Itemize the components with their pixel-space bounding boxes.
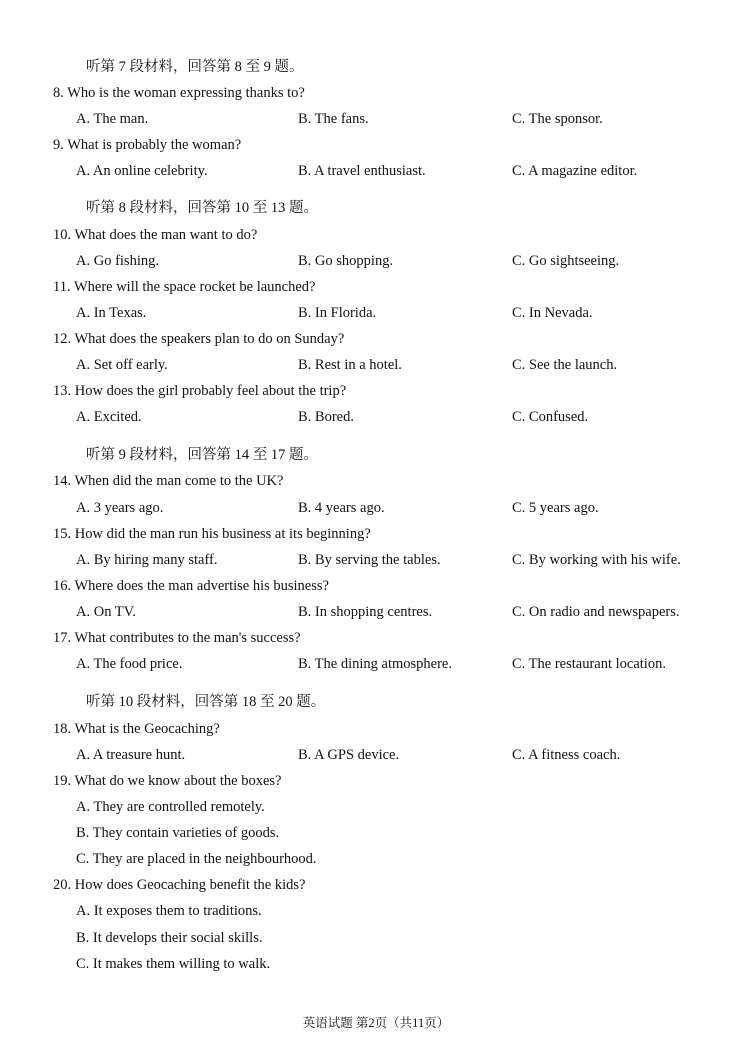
option-16a: A. On TV. [76, 604, 136, 620]
option-17b: B. The dining atmosphere. [298, 656, 452, 672]
option-10b: B. Go shopping. [298, 253, 394, 269]
option-17a: A. The food price. [76, 656, 183, 672]
option-20c: C. It makes them willing to walk. [76, 956, 271, 972]
option-14a: A. 3 years ago. [76, 500, 164, 516]
question-14: 14. When did the man come to the UK? [53, 473, 284, 489]
option-12c: C. See the launch. [512, 357, 618, 373]
option-13a: A. Excited. [76, 409, 142, 425]
option-18c: C. A fitness coach. [512, 747, 621, 763]
option-16b: B. In shopping centres. [298, 604, 433, 620]
option-19c: C. They are placed in the neighbourhood. [76, 851, 317, 867]
section-heading: 听第 9 段材料，回答第 14 至 17 题。 [86, 447, 318, 463]
option-18a: A. A treasure hunt. [76, 747, 186, 763]
option-15b: B. By serving the tables. [298, 552, 441, 568]
question-8: 8. Who is the woman expressing thanks to? [53, 85, 305, 101]
option-20a: A. It exposes them to traditions. [76, 903, 262, 919]
question-15: 15. How did the man run his business at its beginning? [53, 526, 371, 542]
question-20: 20. How does Geocaching benefit the kids? [53, 877, 306, 893]
option-12a: A. Set off early. [76, 357, 168, 373]
option-13c: C. Confused. [512, 409, 589, 425]
option-9b: B. A travel enthusiast. [298, 163, 426, 179]
option-11b: B. In Florida. [298, 305, 377, 321]
question-19: 19. What do we know about the boxes? [53, 773, 282, 789]
question-11: 11. Where will the space rocket be launched? [53, 279, 316, 295]
question-13: 13. How does the girl probably feel about the trip? [53, 383, 347, 399]
option-10c: C. Go sightseeing. [512, 253, 620, 269]
option-15a: A. By hiring many staff. [76, 552, 218, 568]
option-8b: B. The fans. [298, 111, 369, 127]
option-15c: C. By working with his wife. [512, 552, 681, 568]
section-heading: 听第 7 段材料，回答第 8 至 9 题。 [86, 59, 304, 75]
section-heading: 听第 10 段材料，回答第 18 至 20 题。 [86, 694, 326, 710]
question-16: 16. Where does the man advertise his business? [53, 578, 329, 594]
option-11a: A. In Texas. [76, 305, 147, 321]
option-20b: B. It develops their social skills. [76, 930, 263, 946]
option-16c: C. On radio and newspapers. [512, 604, 680, 620]
question-12: 12. What does the speakers plan to do on Sunday? [53, 331, 345, 347]
option-10a: A. Go fishing. [76, 253, 159, 269]
option-12b: B. Rest in a hotel. [298, 357, 402, 373]
option-8c: C. The sponsor. [512, 111, 603, 127]
option-11c: C. In Nevada. [512, 305, 593, 321]
option-9a: A. An online celebrity. [76, 163, 208, 179]
option-14b: B. 4 years ago. [298, 500, 385, 516]
option-9c: C. A magazine editor. [512, 163, 638, 179]
option-19a: A. They are controlled remotely. [76, 799, 265, 815]
option-19b: B. They contain varieties of goods. [76, 825, 280, 841]
option-18b: B. A GPS device. [298, 747, 400, 763]
option-14c: C. 5 years ago. [512, 500, 599, 516]
option-8a: A. The man. [76, 111, 149, 127]
section-heading: 听第 8 段材料，回答第 10 至 13 题。 [86, 200, 318, 216]
option-17c: C. The restaurant location. [512, 656, 666, 672]
question-17: 17. What contributes to the man's success? [53, 630, 301, 646]
question-10: 10. What does the man want to do? [53, 227, 258, 243]
page-footer: 英语试题 第2页（共11页） [302, 1016, 450, 1030]
question-9: 9. What is probably the woman? [53, 137, 242, 153]
question-18: 18. What is the Geocaching? [53, 721, 220, 737]
option-13b: B. Bored. [298, 409, 354, 425]
